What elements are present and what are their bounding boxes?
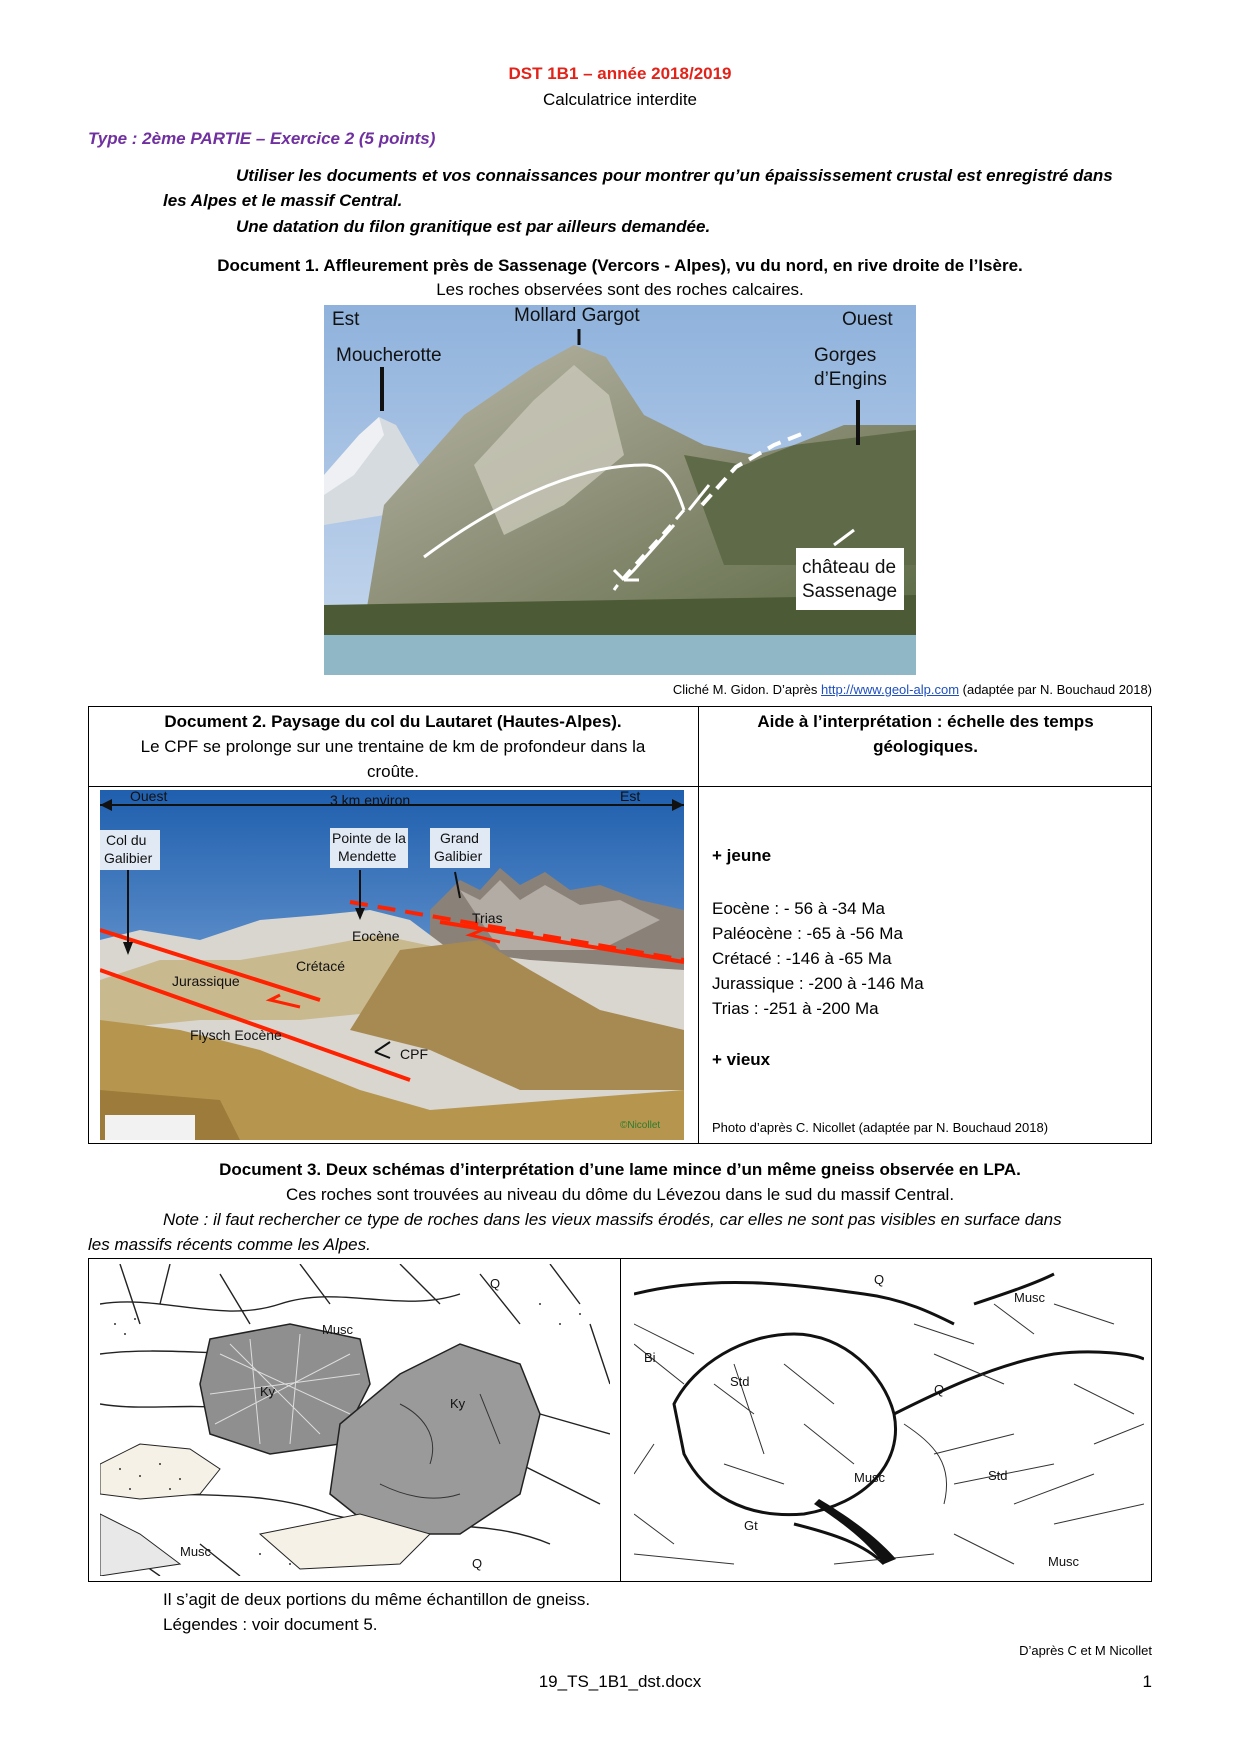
footer-filename: 19_TS_1B1_dst.docx: [538, 1672, 702, 1691]
doc1-credit: Cliché M. Gidon. D’après http://www.geol-alp.com (adaptée par N. Bouchaud 2018): [672, 682, 1152, 697]
instruction-line-2: les Alpes et le massif Central.: [163, 191, 403, 210]
left-label-ky1: Ky: [260, 1384, 276, 1399]
right-label-musc2: Musc: [854, 1470, 886, 1485]
aid-title-1: Aide à l’interprétation : échelle des temps: [757, 712, 1094, 731]
label-young: + jeune: [712, 846, 772, 865]
photo-credit: Photo d’après C. Nicollet (adaptée par N. Bouchaud 2018): [712, 1120, 1049, 1135]
doc1-title: Document 1. Affleurement près de Sassenage (Vercors - Alpes), vu du nord, en rive droite de l’Isère.: [217, 256, 1023, 275]
label-old: + vieux: [712, 1050, 771, 1069]
label-sassenage: Sassenage: [802, 581, 898, 602]
right-label-q: Q: [874, 1272, 885, 1287]
left-label-q2: Q: [472, 1556, 483, 1571]
label-moucherotte: Moucherotte: [336, 345, 442, 366]
label-cpf: CPF: [400, 1046, 428, 1062]
page-number: 1: [1142, 1672, 1152, 1691]
aid-title-2: géologiques.: [873, 737, 978, 756]
exercise-type: Type : 2ème PARTIE – Exercice 2 (5 points): [88, 129, 436, 148]
label-grand-galibier: Galibier: [434, 848, 483, 864]
gneiss-sketch-right: [634, 1264, 1144, 1576]
instruction-line-3: Une datation du filon granitique est par ailleurs demandée.: [236, 217, 711, 236]
right-label-std1: Std: [730, 1374, 750, 1389]
right-label-std2: Std: [988, 1468, 1008, 1483]
period-list: [712, 896, 924, 1021]
left-label-musc1: Musc: [322, 1322, 354, 1337]
label-mendette: Mendette: [338, 848, 397, 864]
doc3-credit: D’après C et M Nicollet: [1019, 1643, 1152, 1658]
left-label-q1: Q: [490, 1276, 501, 1291]
thin-section-right: [634, 1264, 1144, 1576]
label-mollard-gargot: Mollard Gargot: [514, 305, 640, 326]
doc3-note-2: les massifs récents comme les Alpes.: [88, 1235, 371, 1254]
doc2-title: Document 2. Paysage du col du Lautaret (Hautes-Alpes).: [164, 712, 622, 731]
label-est: Est: [332, 309, 360, 330]
doc1-photo: [324, 305, 916, 675]
doc2-desc-2: croûte.: [367, 762, 419, 781]
thin-section-left: [100, 1264, 610, 1576]
doc1-subtitle: Les roches observées sont des roches calcaires.: [436, 280, 804, 299]
period-eocene: Eocène : - 56 à -34 Ma: [712, 899, 885, 918]
period-jurassique: Jurassique : -200 à -146 Ma: [712, 974, 924, 993]
page-title: DST 1B1 – année 2018/2019: [508, 64, 732, 83]
label-est-2: Est: [620, 790, 641, 804]
label-ouest-2: Ouest: [130, 790, 168, 804]
period-cretace: Crétacé : -146 à -65 Ma: [712, 949, 892, 968]
label-cretace: Crétacé: [296, 958, 346, 974]
label-chateau: château de: [802, 557, 897, 578]
label-col-du: Col du: [106, 832, 147, 848]
doc3-title: Document 3. Deux schémas d’interprétation d’une lame mince d’un même gneiss observée en LPA.: [219, 1160, 1021, 1179]
doc3-subtitle: Ces roches sont trouvées au niveau du dôme du Lévezou dans le sud du massif Central.: [285, 1185, 955, 1204]
instruction-line-1: Utiliser les documents et vos connaissances pour montrer qu’un épaississement crustal est enregistré dans: [236, 166, 1113, 185]
period-trias: Trias : -251 à -200 Ma: [712, 999, 879, 1018]
label-eocene: Eocène: [352, 928, 400, 944]
left-label-musc2: Musc: [180, 1544, 212, 1559]
doc2-desc-1: Le CPF se prolonge sur une trentaine de km de profondeur dans la: [140, 737, 646, 756]
photo-signature: ©Nicollet: [620, 1120, 661, 1131]
right-label-q2: Q: [934, 1382, 945, 1397]
doc3-caption-1: Il s’agit de deux portions du même échantillon de gneiss.: [163, 1590, 591, 1609]
right-label-gt: Gt: [744, 1518, 758, 1533]
left-label-ky2: Ky: [450, 1396, 466, 1411]
period-paleocene: Paléocène : -65 à -56 Ma: [712, 924, 903, 943]
right-label-bi: Bi: [644, 1350, 656, 1365]
geol-alp-link[interactable]: http://www.geol-alp.com: [821, 682, 960, 697]
label-flysch: Flysch Eocène: [190, 1027, 282, 1043]
right-label-musc1: Musc: [1014, 1290, 1046, 1305]
label-scale: 3 km environ: [330, 792, 411, 808]
doc2-photo: [100, 790, 684, 1140]
doc2-row-divider: [88, 786, 1152, 787]
doc3-caption-2: Légendes : voir document 5.: [163, 1615, 378, 1634]
doc3-note-1: Note : il faut rechercher ce type de roches dans les vieux massifs érodés, car elles ne sont pas visibles en surface dans: [163, 1210, 1062, 1229]
label-pointe: Pointe de la: [332, 830, 406, 846]
label-trias: Trias: [472, 910, 503, 926]
label-grand: Grand: [440, 830, 479, 846]
label-ouest: Ouest: [842, 309, 893, 330]
page-subtitle: Calculatrice interdite: [542, 90, 697, 109]
doc2-col-divider: [698, 706, 699, 1144]
gneiss-sketch-left: [100, 1264, 610, 1576]
label-galibier: Galibier: [104, 850, 153, 866]
right-label-musc3: Musc: [1048, 1554, 1080, 1569]
doc3-divider: [620, 1258, 621, 1582]
label-gorges: Gorges: [814, 345, 877, 366]
label-engins: d’Engins: [814, 369, 887, 390]
label-jurassique: Jurassique: [172, 973, 240, 989]
